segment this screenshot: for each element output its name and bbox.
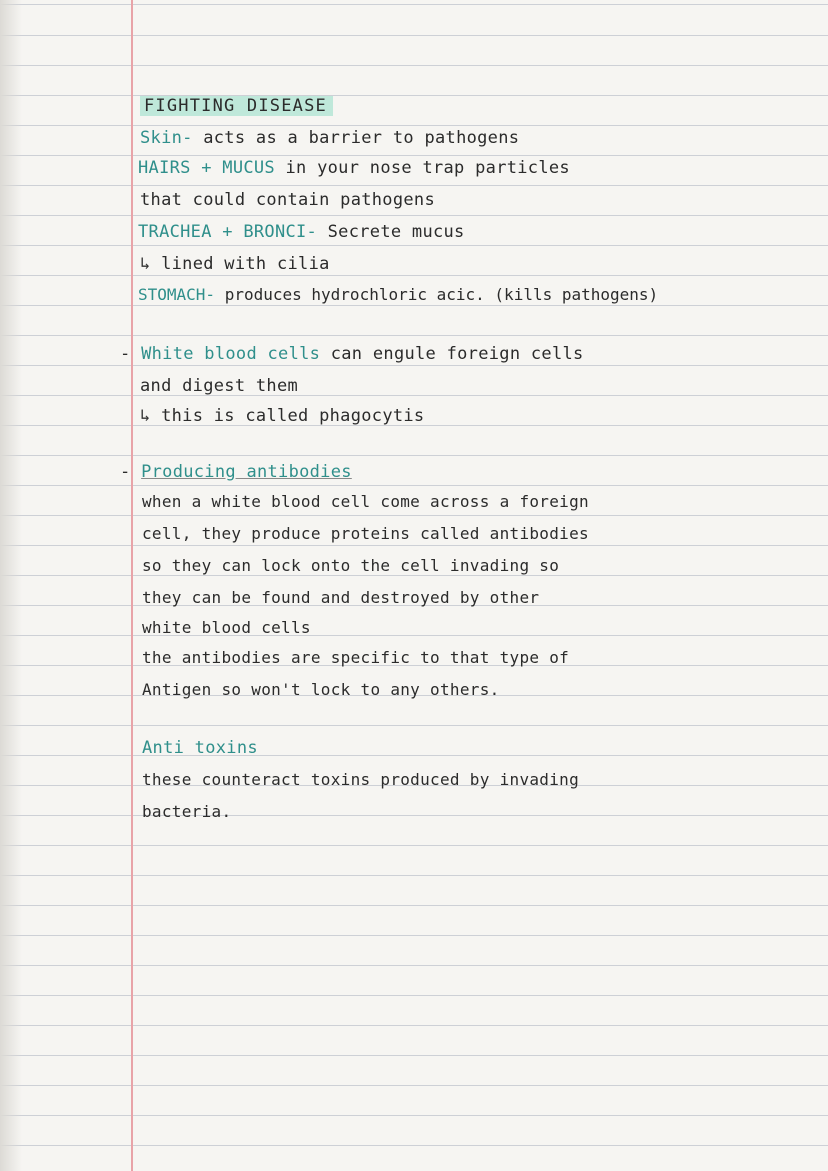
wbc-line-1 bbox=[120, 344, 584, 364]
wbc-dash: - bbox=[120, 344, 131, 364]
antibodies-line bbox=[142, 618, 311, 637]
cilia-text: lined with cilia bbox=[161, 254, 330, 274]
page-edge-shadow bbox=[0, 0, 22, 1171]
antitoxins-line bbox=[142, 802, 231, 821]
antibodies-heading: Producing antibodies bbox=[141, 462, 352, 482]
hairs-text: in your nose trap particles bbox=[285, 158, 570, 178]
stomach-text: produces hydrochloric acic. (kills pathogens) bbox=[224, 285, 659, 304]
antitoxins-heading-text: Anti toxins bbox=[142, 738, 258, 758]
antibodies-text-4: white blood cells bbox=[142, 618, 311, 637]
cilia-arrow-icon: ↳ bbox=[140, 254, 151, 274]
hairs-text-2: that could contain pathogens bbox=[140, 190, 435, 210]
skin-text: acts as a barrier to pathogens bbox=[203, 128, 520, 148]
trachea-label: TRACHEA + BRONCI- bbox=[138, 222, 318, 242]
title-highlight: FIGHTING DISEASE bbox=[140, 96, 333, 116]
antibodies-text-2: so they can lock onto the cell invading so bbox=[142, 556, 560, 575]
stomach-line bbox=[138, 285, 658, 304]
page-title bbox=[140, 96, 333, 116]
antibodies-text-6: Antigen so won't lock to any others. bbox=[142, 680, 500, 699]
cilia-line bbox=[140, 254, 330, 274]
antibodies-line bbox=[142, 556, 559, 575]
trachea-text: Secrete mucus bbox=[327, 222, 465, 242]
skin-label: Skin- bbox=[140, 128, 193, 148]
antibodies-line bbox=[142, 648, 569, 667]
hairs-line-2 bbox=[140, 190, 435, 210]
skin-line bbox=[140, 128, 519, 148]
antibodies-line bbox=[142, 680, 500, 699]
wbc-line-3 bbox=[140, 406, 424, 426]
antibodies-line bbox=[142, 492, 589, 511]
margin-line bbox=[131, 0, 133, 1171]
wbc-arrow-icon: ↳ bbox=[140, 406, 151, 426]
wbc-label: White blood cells bbox=[141, 344, 321, 364]
stomach-label: STOMACH- bbox=[138, 285, 216, 304]
antibodies-text-1: cell, they produce proteins called antibodies bbox=[142, 524, 589, 543]
wbc-text-2: and digest them bbox=[140, 376, 299, 396]
antitoxins-heading bbox=[142, 738, 258, 758]
trachea-line bbox=[138, 222, 465, 242]
hairs-label: HAIRS + MUCUS bbox=[138, 158, 275, 178]
wbc-text-1: can engule foreign cells bbox=[330, 344, 584, 364]
antibodies-line bbox=[142, 588, 539, 607]
antibodies-text-5: the antibodies are specific to that type of bbox=[142, 648, 570, 667]
antibodies-dash: - bbox=[120, 462, 131, 482]
antibodies-line bbox=[142, 524, 589, 543]
wbc-text-3: this is called phagocytis bbox=[161, 406, 425, 426]
antitoxins-text-0: these counteract toxins produced by invading bbox=[142, 770, 580, 789]
antibodies-heading-line bbox=[120, 462, 352, 482]
wbc-line-2 bbox=[140, 376, 298, 396]
antibodies-text-0: when a white blood cell come across a foreign bbox=[142, 492, 589, 511]
antitoxins-text-1: bacteria. bbox=[142, 802, 232, 821]
hairs-line bbox=[138, 158, 570, 178]
antitoxins-line bbox=[142, 770, 579, 789]
antibodies-text-3: they can be found and destroyed by other bbox=[142, 588, 540, 607]
